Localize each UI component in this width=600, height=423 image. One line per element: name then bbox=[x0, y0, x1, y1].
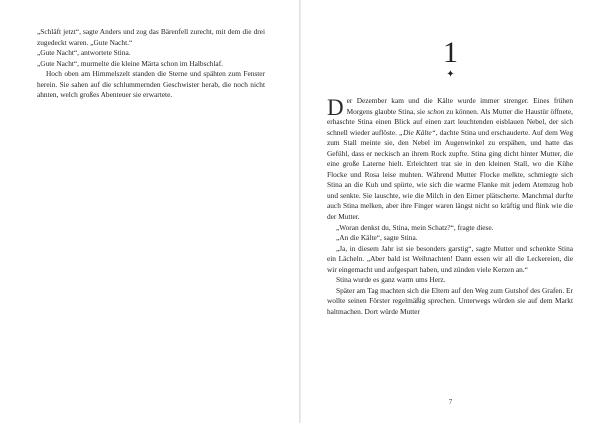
left-paragraph-4: Hoch oben am Himmelszelt standen die Sterne und spähten zum Fenster herein. Sie sahen auf die schlummernden Geschwister herab, die noch nicht ahnten, welch großes Abenteuer sie erwartete. bbox=[37, 69, 265, 100]
right-page bbox=[301, 0, 600, 423]
right-paragraph-5: Stina wurde es ganz warm ums Herz. bbox=[336, 275, 446, 285]
right-paragraph-1-emphasis-2: „Die Kälte“ bbox=[399, 127, 436, 137]
page-number: 7 bbox=[448, 398, 453, 406]
right-paragraph-1-part-a: er Dezember kam und die Kälte wurde immer strenger. Eines frühen Morgens glaubte Stina, sie bbox=[346, 96, 573, 116]
drop-cap: D bbox=[327, 95, 344, 120]
right-paragraph-6: Später am Tag machten sich die Eltern auf den Weg zum Gutshof des Grafen. Er wollte seinen Förster regelmäßig sprechen. Unterwegs würden sie auf dem Markt haltmachen. Dort würde Mutter bbox=[327, 285, 573, 316]
right-paragraph-1-emphasis-1: schon bbox=[427, 106, 445, 116]
left-paragraph-2: „Gute Nacht“, antwortete Stina. bbox=[37, 48, 131, 58]
right-paragraph-1-part-b: zu können. Als Mutter die Haustür öffnete, erhaschte Stina einen Blick auf einen zart leuchtenden eisblauen Nebel, der sich schnell wieder auflöste. bbox=[327, 106, 573, 137]
left-page bbox=[0, 0, 299, 423]
left-paragraph-3: „Gute Nacht“, murmelte die kleine Märta schon im Halbschlaf. bbox=[37, 58, 223, 68]
left-paragraph-1: „Schläft jetzt“, sagte Anders und zog das Bärenfell zurecht, mit dem die drei zugedeckt waren. „Gute Nacht.“ bbox=[37, 27, 265, 47]
right-page-text bbox=[327, 96, 573, 317]
right-paragraph-4: „Ja, in diesem Jahr ist sie besonders garstig“, sagte Mutter und schenkte Stina ein Lächeln. „Aber bald ist Weihnachten! Dann essen wir all die Leckereien, die wir eingemacht und aufgespart haben, und zünden viele Kerzen an.“ bbox=[327, 243, 573, 274]
right-paragraph-1 bbox=[327, 96, 573, 223]
right-paragraph-3: „An die Kälte“, sagte Stina. bbox=[336, 233, 418, 243]
right-paragraph-1-part-c: , dachte Stina und erschauderte. Auf dem Weg zum Stall meinte sie, den Nebel im Augenwinkel zu erspähen, und hatte das Gefühl, dass er neckisch an ihrem Rock zupfte. Stina ging dicht hinter Mutter, die eine große Laterne hielt. Erleichtert trat sie in den kleinen Stall, wo die Kühe Flocke und Rosa leise muhten. Während Mutter Flocke melkte, schmiegte sich Stina an die Kuh und spürte, wie sich die warme Flanke mit jedem Atemzug hob und senkte. Sie lauschte, wie die Milch in den Eimer plätscherte. Manchmal durfte auch Stina melken, aber ihre Finger waren längst nicht so kräftig und flink wie die der Mutter. bbox=[327, 127, 574, 222]
chapter-number: 1 bbox=[443, 36, 458, 69]
star-ornament-icon: ✦ bbox=[446, 69, 455, 80]
right-paragraph-2: „Woran denkst du, Stina, mein Schatz?“, fragte diese. bbox=[336, 222, 494, 232]
left-page-text bbox=[37, 27, 265, 101]
